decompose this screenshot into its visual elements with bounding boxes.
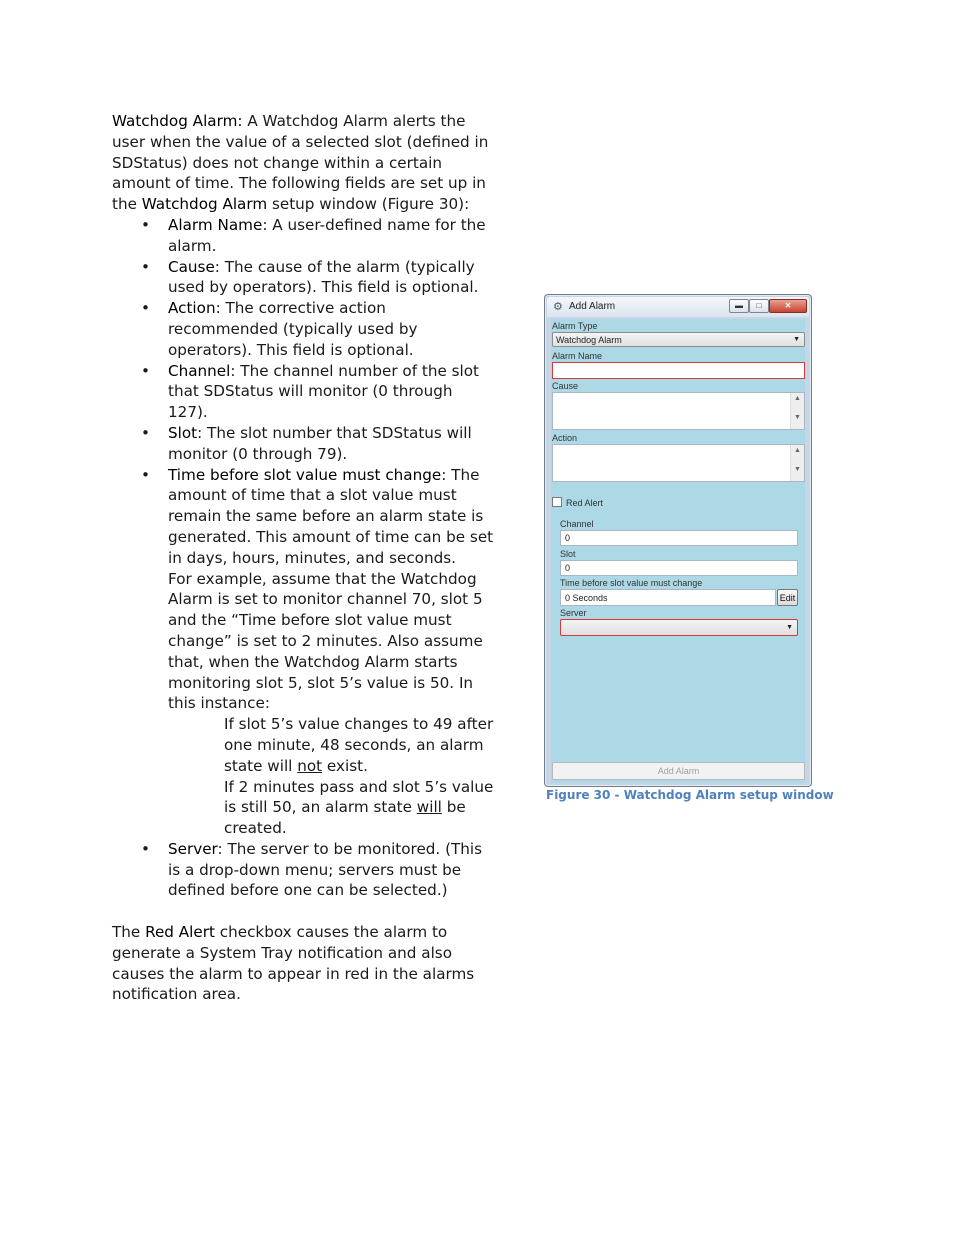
intro-text-2: setup window (Figure 30): <box>267 195 470 214</box>
bullet-term: Server <box>168 839 218 858</box>
intro-text-1: A Watchdog Alarm alerts the user when the value of a selected slot (defined in SDStatus) does not change within a certain amount of time. The following fields are set up in the <box>112 112 489 214</box>
window-title: Add Alarm <box>569 301 616 312</box>
figure-caption: Figure 30 - Watchdog Alarm setup window <box>546 788 834 802</box>
edit-button[interactable]: Edit <box>777 589 798 606</box>
list-item: • Slot: The slot number that SDStatus will monitor (0 through 79). <box>141 423 472 463</box>
add-alarm-button[interactable]: Add Alarm <box>552 762 805 780</box>
case2-underline: will <box>416 798 442 817</box>
bullet-text: : The amount of time that a slot value must remain the same before an alarm state is generated. This amount of time can be set in days, hours, minutes, and seconds. <box>168 465 494 567</box>
alarm-type-value: Watchdog Alarm <box>556 335 622 345</box>
intro-paragraph <box>112 111 497 215</box>
bullet-term: Action <box>168 299 216 318</box>
server-label: Server <box>560 608 587 618</box>
bullet-text: : The channel number of the slot that SDStatus will monitor (0 through 127). <box>168 361 480 422</box>
chevron-down-icon: ▼ <box>786 624 793 631</box>
list-item: • Cause: The cause of the alarm (typically used by operators). This field is optional. <box>141 257 479 297</box>
form-area <box>551 319 805 783</box>
bullet-term: Time before slot value must change <box>168 465 442 484</box>
red-term: Red Alert <box>145 923 215 942</box>
action-textarea[interactable] <box>552 444 805 482</box>
field-list <box>112 215 497 901</box>
cause-scrollbar[interactable]: ▲ ▼ <box>790 393 804 429</box>
bullet-term: Slot <box>168 423 198 442</box>
example-case-2 <box>168 777 497 839</box>
bullet-term: Channel <box>168 361 231 380</box>
bullet-text: : The cause of the alarm (typically used by operators). This field is optional. <box>168 257 479 297</box>
intro-strong: Watchdog Alarm <box>141 195 268 214</box>
document-body <box>112 111 497 1005</box>
list-item: • Channel: The channel number of the slot that SDStatus will monitor (0 through 127). <box>141 361 480 422</box>
title-bar <box>547 297 809 317</box>
alarm-type-label: Alarm Type <box>552 321 598 331</box>
bullet-term: Alarm Name <box>168 215 263 234</box>
list-item: • Alarm Name: A user-defined name for the alarm. <box>141 215 486 255</box>
channel-value: 0 <box>565 533 571 543</box>
add-alarm-window <box>544 294 812 787</box>
red-alert-paragraph <box>112 922 497 1005</box>
case2-text-a: If 2 minutes pass and slot 5’s value is still 50, an alarm state <box>224 777 494 817</box>
app-icon: ⚙ <box>553 301 563 313</box>
case1-underline: not <box>297 756 323 775</box>
close-button[interactable]: ✕ <box>769 299 807 313</box>
example-paragraph: For example, assume that the Watchdog Alarm is set to monitor channel 70, slot 5 and the “Time before slot value must change” is set to 2 minutes. Also assume that, when the Watchdog Alarm starts monitoring slot 5, slot 5’s value is 50. In this instance: <box>168 569 483 713</box>
red-text-2: checkbox causes the alarm to generate a System Tray notification and also causes the alarm to appear in red in the alarms notification area. <box>112 923 475 1004</box>
channel-input[interactable] <box>560 530 798 546</box>
time-input <box>560 589 776 606</box>
bullet-text: : The server to be monitored. (This is a drop-down menu; servers must be defined before one can be selected.) <box>168 839 483 900</box>
minimize-button[interactable]: ▬ <box>729 299 749 313</box>
list-item: • Action: The corrective action recommended (typically used by operators). This field is optional. <box>141 299 418 359</box>
red-text-1: The <box>112 923 146 942</box>
bullet-term: Cause <box>168 257 215 276</box>
action-label: Action <box>552 433 578 443</box>
channel-label: Channel <box>560 519 594 529</box>
case1-text-a: If slot 5’s value changes to 49 after one minute, 48 seconds, an alarm state will <box>224 715 494 775</box>
red-alert-label: Red Alert <box>566 498 604 508</box>
example-case-1 <box>168 714 497 776</box>
alarm-name-label: Alarm Name <box>552 351 603 361</box>
cause-label: Cause <box>552 381 579 391</box>
bullet-text: : The corrective action recommended (typically used by operators). This field is optional. <box>168 299 418 359</box>
cause-textarea[interactable] <box>552 392 805 430</box>
list-item: • Time before slot value must change: The amount of time that a slot value must remain the same before an alarm state is generated. This amount of time can be set in days, hours, minutes, and seconds. For example, assume that the Watchdog Alarm is set to monitor channel 70, slot 5 and the “Time before slot value must change” is set to 2 minutes. Also assume that, when the Watchdog Alarm starts monitoring slot 5, slot 5’s value is 50. In this instance: If slot 5’s value changes to 49 after one minute, 48 seconds, an alarm state will not exist. If 2 minutes pass and slot 5’s value is still 50, an alarm state will be created. <box>112 465 497 839</box>
bullet-text: : A user-defined name for the alarm. <box>168 215 486 255</box>
time-value: 0 Seconds <box>565 593 608 603</box>
red-alert-checkbox[interactable] <box>552 497 562 507</box>
list-item: • Server: The server to be monitored. (This is a drop-down menu; servers must be defined before one can be selected.) <box>141 839 483 900</box>
case1-text-b: exist. <box>322 756 368 775</box>
intro-title: Watchdog Alarm: <box>112 112 243 130</box>
time-label: Time before slot value must change <box>560 578 703 588</box>
alarm-type-select[interactable] <box>552 332 805 347</box>
bullet-text: : The slot number that SDStatus will monitor (0 through 79). <box>168 423 472 463</box>
server-select[interactable] <box>560 619 798 636</box>
case2-text-b: be created. <box>224 798 466 838</box>
chevron-down-icon: ▼ <box>793 336 800 343</box>
alarm-name-input[interactable] <box>552 362 805 379</box>
maximize-button[interactable]: □ <box>749 299 769 313</box>
action-scrollbar[interactable]: ▲ ▼ <box>790 445 804 481</box>
slot-input[interactable] <box>560 560 798 576</box>
slot-label: Slot <box>560 549 576 559</box>
slot-value: 0 <box>565 563 571 573</box>
